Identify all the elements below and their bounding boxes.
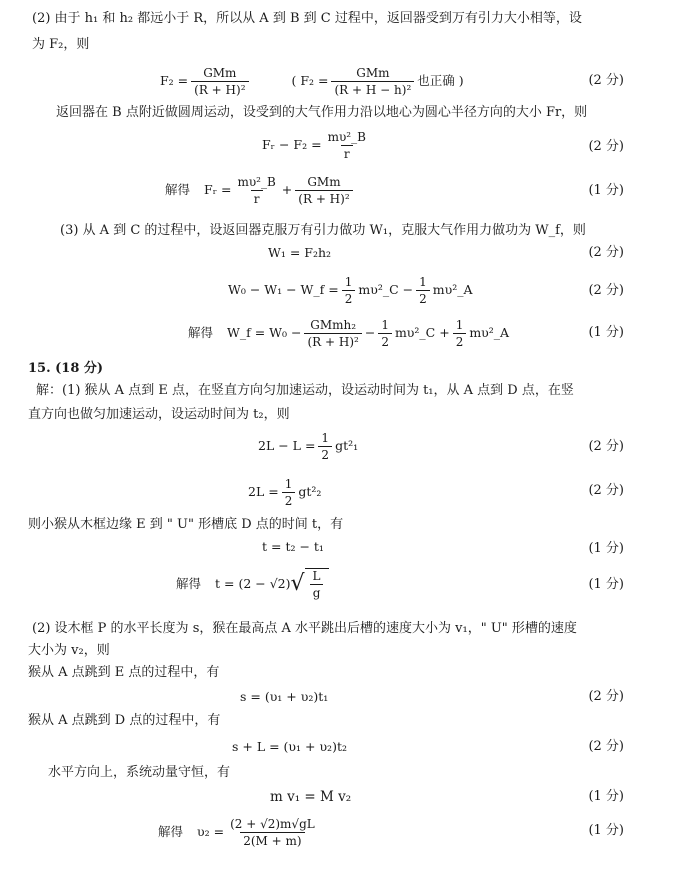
eq5-score: (2 分) bbox=[588, 283, 624, 298]
eq6-fraction1 bbox=[304, 318, 361, 349]
eq3-fraction2 bbox=[295, 175, 352, 206]
eq6-fraction2 bbox=[378, 318, 392, 349]
eq7-score: (2 分) bbox=[588, 439, 624, 454]
part2-circular-motion-line: 返回器在 B 点附近做圆周运动，设受到的大气作用力沿以地心为圆心半径方向的大小 Fr，则 bbox=[56, 105, 588, 120]
eq6-minus: − bbox=[364, 325, 376, 340]
q15-a-to-d-line: 猴从 A 点跳到 D 点的过程中，有 bbox=[28, 713, 221, 728]
eq5-lhs: W₀ − W₁ − W_f = bbox=[228, 282, 339, 297]
eq3-den2: (R + H)² bbox=[295, 190, 352, 206]
q15-part1-line1: 解：(1) 猴从 A 点到 E 点，在竖直方向匀加速运动，设运动时间为 t₁，从 A 点到 D 点，在竖 bbox=[36, 383, 574, 398]
eq11-score: (2 分) bbox=[588, 689, 624, 704]
equation-vertical-ae bbox=[258, 428, 358, 464]
part2-intro-line2: 为 F₂，则 bbox=[32, 37, 90, 52]
q15-part1-line2: 直方向也做匀加速运动，设运动时间为 t₂，则 bbox=[28, 407, 290, 422]
q15-part2-line2: 大小为 v₂，则 bbox=[28, 643, 110, 658]
equation-solve-t bbox=[176, 564, 329, 604]
eq10-fraction bbox=[310, 569, 324, 600]
eq3-num2: GMm bbox=[307, 174, 341, 189]
eq7-lhs: 2L − L = bbox=[258, 438, 316, 453]
eq1-alt-pre: ( F₂ = bbox=[291, 73, 329, 88]
eq6-den3: 2 bbox=[453, 333, 467, 349]
eq3-fraction1 bbox=[234, 175, 278, 206]
eq1-denominator: (R + H)² bbox=[191, 81, 248, 97]
eq3-den1: r bbox=[251, 190, 263, 206]
eq8-denominator: 2 bbox=[282, 492, 296, 508]
equation-horizontal-ad: s + L = (υ₁ + υ₂)t₂ bbox=[232, 739, 347, 754]
eq14-denominator: 2(M + m) bbox=[240, 832, 304, 848]
eq13-score: (1 分) bbox=[588, 789, 624, 804]
q15-a-to-e-line: 猴从 A 点跳到 E 点的过程中，有 bbox=[28, 665, 220, 680]
eq6-fraction3 bbox=[453, 318, 467, 349]
eq4-score: (2 分) bbox=[588, 245, 624, 260]
eq3-score: (1 分) bbox=[588, 183, 624, 198]
eq12-score: (2 分) bbox=[588, 739, 624, 754]
eq8-fraction bbox=[282, 477, 296, 508]
eq1-numerator: GMm bbox=[203, 65, 237, 80]
eq2-lhs: Fᵣ − F₂ = bbox=[262, 137, 322, 152]
eq6-num1: GMmh₂ bbox=[310, 317, 357, 332]
question-15-title: 15. (18 分) bbox=[28, 361, 104, 376]
eq10-label: 解得 bbox=[176, 576, 202, 591]
eq8-post: gt²₂ bbox=[298, 484, 322, 499]
eq10-numerator: L bbox=[312, 569, 321, 583]
sqrt-icon: √ bbox=[290, 571, 305, 596]
eq14-fraction bbox=[227, 817, 318, 848]
eq8-lhs: 2L = bbox=[248, 484, 279, 499]
eq6-score: (1 分) bbox=[588, 325, 624, 340]
eq5-num1: 1 bbox=[344, 274, 353, 289]
eq14-label: 解得 bbox=[158, 824, 184, 839]
eq6-post: mυ²_A bbox=[469, 325, 510, 340]
eq2-denominator: r bbox=[341, 145, 353, 161]
eq8-score: (2 分) bbox=[588, 483, 624, 498]
eq1-alt-numerator: GMm bbox=[356, 65, 390, 80]
eq3-plus: + bbox=[281, 182, 293, 197]
eq5-num2: 1 bbox=[419, 274, 427, 289]
eq1-alt-denominator: (R + H − h)² bbox=[331, 81, 414, 97]
eq6-num3: 1 bbox=[455, 317, 464, 332]
eq6-mid: mυ²_C + bbox=[394, 325, 450, 340]
eq1-lhs: F₂ = bbox=[160, 73, 189, 88]
eq2-numerator: mυ²_B bbox=[327, 129, 366, 144]
eq8-numerator: 1 bbox=[284, 476, 293, 491]
equation-time-diff: t = t₂ − t₁ bbox=[262, 539, 324, 554]
eq1-fraction bbox=[191, 66, 248, 97]
eq5-fraction1 bbox=[342, 275, 356, 306]
equation-momentum: m v₁ = M v₂ bbox=[270, 789, 352, 805]
equation-horizontal-ae: s = (υ₁ + υ₂)t₁ bbox=[240, 689, 329, 704]
eq6-num2: 1 bbox=[381, 317, 389, 332]
part2-intro-line1: (2) 由于 h₁ 和 h₂ 都远小于 R，所以从 A 到 B 到 C 过程中，返回器受到万有引力大小相等，设 bbox=[32, 11, 582, 26]
eq7-denominator: 2 bbox=[318, 446, 332, 462]
equation-solve-v2 bbox=[158, 812, 321, 852]
eq14-numerator: (2 + √2)m√gL bbox=[230, 816, 315, 831]
q15-part2-line1: (2) 设木框 P 的水平长度为 s，猴在最高点 A 水平跳出后槽的速度大小为 v₁，" U" 形槽的速度 bbox=[32, 621, 577, 636]
eq5-mid: mυ²_C − bbox=[358, 282, 414, 297]
eq1-alt-post: 也正确 ) bbox=[417, 73, 464, 88]
eq9-score: (1 分) bbox=[588, 541, 624, 556]
q15-momentum-line: 水平方向上，系统动量守恒，有 bbox=[48, 765, 231, 780]
eq5-fraction2 bbox=[416, 275, 430, 306]
eq6-den1: (R + H)² bbox=[304, 333, 361, 349]
eq3-num1: mυ²_B bbox=[237, 174, 276, 189]
equation-net-force bbox=[262, 128, 372, 162]
equation-gravity-force bbox=[160, 64, 464, 98]
eq3-lhs: Fᵣ = bbox=[204, 182, 232, 197]
part3-intro-line: (3) 从 A 到 C 的过程中，设返回器克服万有引力做功 W₁，克服大气作用力做功为 W_f，则 bbox=[60, 223, 586, 238]
eq7-numerator: 1 bbox=[321, 430, 330, 445]
eq14-score: (1 分) bbox=[588, 823, 624, 838]
equation-work-energy bbox=[228, 272, 473, 308]
eq1-score: (2 分) bbox=[588, 73, 624, 88]
eq5-post: mυ²_A bbox=[432, 282, 473, 297]
equation-solve-fr bbox=[165, 172, 356, 208]
eq6-lhs: W_f = W₀ − bbox=[227, 325, 302, 340]
eq5-den1: 2 bbox=[342, 290, 356, 306]
eq10-sqrt bbox=[291, 568, 329, 600]
eq3-label: 解得 bbox=[165, 182, 191, 197]
q15-time-line: 则小猴从木框边缘 E 到 " U" 形槽底 D 点的时间 t，有 bbox=[28, 517, 344, 532]
eq2-score: (2 分) bbox=[588, 139, 624, 154]
eq5-den2: 2 bbox=[416, 290, 430, 306]
equation-vertical-ad bbox=[248, 474, 321, 510]
eq10-score: (1 分) bbox=[588, 577, 624, 592]
eq10-lhs: t = (2 − √2) bbox=[215, 576, 291, 591]
eq7-post: gt²₁ bbox=[335, 438, 359, 453]
eq10-radicand bbox=[305, 568, 329, 600]
eq6-label: 解得 bbox=[188, 325, 214, 340]
eq1-alt-fraction bbox=[331, 66, 414, 97]
equation-solve-wf bbox=[188, 314, 509, 352]
eq6-den2: 2 bbox=[378, 333, 392, 349]
equation-work-gravity: W₁ = F₂h₂ bbox=[268, 245, 332, 260]
eq14-lhs: υ₂ = bbox=[197, 824, 225, 839]
eq10-denominator: g bbox=[310, 584, 324, 600]
eq7-fraction bbox=[318, 431, 332, 462]
eq2-fraction bbox=[325, 130, 369, 161]
